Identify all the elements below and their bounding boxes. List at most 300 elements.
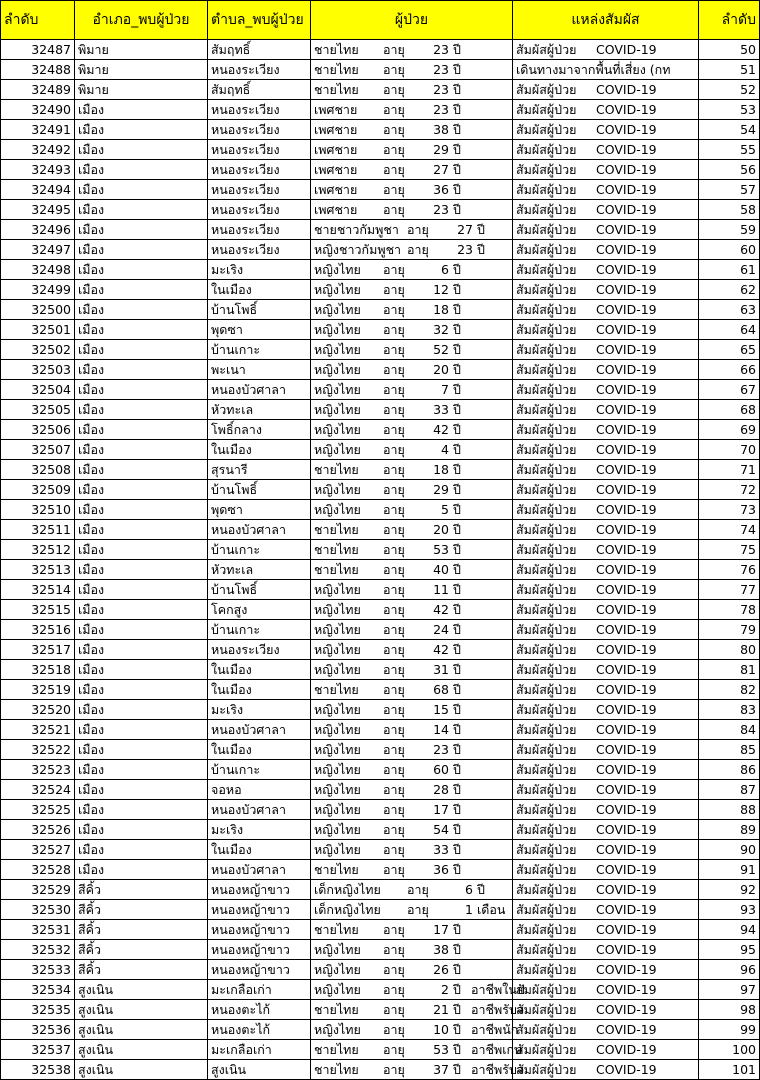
cell-patient[interactable] [311,280,513,300]
cell-patient[interactable] [311,640,513,660]
cell-id[interactable]: 32511 [1,520,75,540]
cell-district[interactable]: เมือง [75,300,208,320]
cell-id[interactable]: 32514 [1,580,75,600]
cell-district[interactable]: เมือง [75,780,208,800]
cell-seq[interactable]: 97 [699,980,760,1000]
cell-patient[interactable] [311,360,513,380]
cell-id[interactable]: 32496 [1,220,75,240]
cell-district[interactable]: พิมาย [75,60,208,80]
cell-source[interactable] [513,580,699,600]
cell-seq[interactable]: 76 [699,560,760,580]
cell-subdistrict[interactable]: หนองระเวียง [208,160,311,180]
cell-district[interactable]: เมือง [75,260,208,280]
cell-id[interactable]: 32538 [1,1060,75,1080]
cell-id[interactable]: 32533 [1,960,75,980]
cell-seq[interactable]: 79 [699,620,760,640]
cell-source[interactable] [513,500,699,520]
cell-subdistrict[interactable]: หนองระเวียง [208,200,311,220]
cell-subdistrict[interactable]: ในเมือง [208,660,311,680]
cell-patient[interactable] [311,600,513,620]
cell-subdistrict[interactable]: มะเริง [208,820,311,840]
cell-seq[interactable]: 62 [699,280,760,300]
cell-subdistrict[interactable]: หนองหญ้าขาว [208,880,311,900]
cell-seq[interactable]: 64 [699,320,760,340]
cell-patient[interactable] [311,960,513,980]
cell-id[interactable]: 32488 [1,60,75,80]
cell-district[interactable]: เมือง [75,140,208,160]
cell-subdistrict[interactable]: พุดซา [208,320,311,340]
cell-source[interactable] [513,360,699,380]
cell-patient[interactable] [311,940,513,960]
cell-source[interactable] [513,780,699,800]
cell-id[interactable]: 32509 [1,480,75,500]
cell-source[interactable] [513,880,699,900]
cell-source[interactable] [513,460,699,480]
cell-district[interactable]: สูงเนิน [75,980,208,1000]
cell-seq[interactable]: 70 [699,440,760,460]
cell-district[interactable]: เมือง [75,500,208,520]
cell-seq[interactable]: 94 [699,920,760,940]
cell-source[interactable] [513,840,699,860]
cell-district[interactable]: สีคิ้ว [75,920,208,940]
cell-id[interactable]: 32495 [1,200,75,220]
cell-district[interactable]: เมือง [75,800,208,820]
cell-district[interactable]: เมือง [75,540,208,560]
cell-district[interactable]: เมือง [75,220,208,240]
cell-district[interactable]: เมือง [75,380,208,400]
cell-district[interactable]: เมือง [75,700,208,720]
cell-subdistrict[interactable]: หัวทะเล [208,400,311,420]
cell-seq[interactable]: 63 [699,300,760,320]
cell-district[interactable]: เมือง [75,480,208,500]
cell-seq[interactable]: 67 [699,380,760,400]
cell-patient[interactable] [311,500,513,520]
cell-source[interactable] [513,220,699,240]
cell-seq[interactable]: 95 [699,940,760,960]
cell-source[interactable] [513,340,699,360]
cell-source[interactable] [513,600,699,620]
header-patient[interactable]: ผู้ป่วย [311,1,513,40]
cell-id[interactable]: 32523 [1,760,75,780]
cell-district[interactable]: สูงเนิน [75,1020,208,1040]
cell-subdistrict[interactable]: พุดซา [208,500,311,520]
cell-source[interactable] [513,180,699,200]
cell-subdistrict[interactable]: บ้านเกาะ [208,340,311,360]
cell-patient[interactable] [311,760,513,780]
cell-id[interactable]: 32535 [1,1000,75,1020]
cell-id[interactable]: 32504 [1,380,75,400]
cell-seq[interactable]: 50 [699,40,760,60]
cell-id[interactable]: 32536 [1,1020,75,1040]
cell-id[interactable]: 32503 [1,360,75,380]
cell-id[interactable]: 32531 [1,920,75,940]
cell-district[interactable]: เมือง [75,180,208,200]
cell-patient[interactable] [311,820,513,840]
cell-seq[interactable]: 87 [699,780,760,800]
cell-subdistrict[interactable]: บ้านโพธิ์ [208,480,311,500]
cell-patient[interactable] [311,460,513,480]
cell-seq[interactable]: 90 [699,840,760,860]
cell-district[interactable]: สีคิ้ว [75,960,208,980]
cell-seq[interactable]: 77 [699,580,760,600]
cell-district[interactable]: เมือง [75,720,208,740]
cell-id[interactable]: 32527 [1,840,75,860]
cell-source[interactable] [513,300,699,320]
cell-seq[interactable]: 74 [699,520,760,540]
cell-seq[interactable]: 56 [699,160,760,180]
cell-source[interactable] [513,700,699,720]
cell-id[interactable]: 32500 [1,300,75,320]
cell-source[interactable] [513,640,699,660]
cell-district[interactable]: เมือง [75,120,208,140]
cell-patient[interactable] [311,100,513,120]
cell-patient[interactable] [311,340,513,360]
cell-source[interactable] [513,260,699,280]
cell-subdistrict[interactable]: หนองหญ้าขาว [208,940,311,960]
cell-id[interactable]: 32491 [1,120,75,140]
cell-id[interactable]: 32490 [1,100,75,120]
cell-patient[interactable] [311,320,513,340]
cell-district[interactable]: เมือง [75,640,208,660]
cell-district[interactable]: พิมาย [75,40,208,60]
cell-patient[interactable] [311,420,513,440]
cell-source[interactable] [513,820,699,840]
cell-source[interactable] [513,660,699,680]
header-district[interactable]: อำเภอ_พบผู้ป่วย [75,1,208,40]
cell-patient[interactable] [311,580,513,600]
cell-source[interactable] [513,40,699,60]
cell-subdistrict[interactable]: หนองระเวียง [208,180,311,200]
cell-subdistrict[interactable]: โคกสูง [208,600,311,620]
cell-seq[interactable]: 73 [699,500,760,520]
cell-source[interactable] [513,160,699,180]
cell-id[interactable]: 32520 [1,700,75,720]
cell-subdistrict[interactable]: จอหอ [208,780,311,800]
cell-seq[interactable]: 66 [699,360,760,380]
cell-id[interactable]: 32505 [1,400,75,420]
cell-patient[interactable] [311,620,513,640]
cell-seq[interactable]: 71 [699,460,760,480]
cell-source[interactable] [513,940,699,960]
cell-seq[interactable]: 72 [699,480,760,500]
cell-id[interactable]: 32516 [1,620,75,640]
cell-source[interactable] [513,900,699,920]
cell-id[interactable]: 32501 [1,320,75,340]
cell-seq[interactable]: 100 [699,1040,760,1060]
cell-source[interactable] [513,620,699,640]
cell-source[interactable] [513,380,699,400]
cell-subdistrict[interactable]: หนองระเวียง [208,120,311,140]
cell-patient[interactable] [311,240,513,260]
cell-patient[interactable] [311,920,513,940]
cell-id[interactable]: 32534 [1,980,75,1000]
cell-district[interactable]: สีคิ้ว [75,940,208,960]
cell-district[interactable]: เมือง [75,200,208,220]
cell-id[interactable]: 32528 [1,860,75,880]
cell-district[interactable]: เมือง [75,400,208,420]
cell-seq[interactable]: 69 [699,420,760,440]
cell-id[interactable]: 32499 [1,280,75,300]
cell-subdistrict[interactable]: หนองบัวศาลา [208,380,311,400]
cell-subdistrict[interactable]: มะเกลือเก่า [208,1040,311,1060]
cell-patient[interactable] [311,180,513,200]
cell-subdistrict[interactable]: บ้านเกาะ [208,620,311,640]
cell-source[interactable] [513,140,699,160]
cell-seq[interactable]: 55 [699,140,760,160]
cell-subdistrict[interactable]: หนองระเวียง [208,220,311,240]
cell-patient[interactable] [311,1000,525,1020]
cell-source[interactable] [513,200,699,220]
cell-district[interactable]: เมือง [75,340,208,360]
cell-seq[interactable]: 65 [699,340,760,360]
cell-seq[interactable]: 88 [699,800,760,820]
cell-seq[interactable]: 96 [699,960,760,980]
cell-source[interactable] [513,440,699,460]
cell-seq[interactable]: 53 [699,100,760,120]
cell-subdistrict[interactable]: สัมฤทธิ์ [208,40,311,60]
cell-seq[interactable]: 61 [699,260,760,280]
header-source[interactable]: แหล่งสัมผัส [513,1,699,40]
cell-district[interactable]: เมือง [75,620,208,640]
cell-id[interactable]: 32506 [1,420,75,440]
cell-district[interactable]: เมือง [75,320,208,340]
cell-district[interactable]: สีคิ้ว [75,900,208,920]
cell-district[interactable]: เมือง [75,740,208,760]
cell-seq[interactable]: 54 [699,120,760,140]
cell-patient[interactable] [311,300,513,320]
cell-source[interactable] [513,520,699,540]
cell-id[interactable]: 32518 [1,660,75,680]
cell-source[interactable] [513,980,699,1000]
cell-subdistrict[interactable]: พะเนา [208,360,311,380]
cell-id[interactable]: 32517 [1,640,75,660]
cell-source[interactable] [513,100,699,120]
cell-patient[interactable] [311,1060,525,1080]
cell-subdistrict[interactable]: หนองบัวศาลา [208,520,311,540]
cell-seq[interactable]: 92 [699,880,760,900]
cell-patient[interactable] [311,880,513,900]
cell-district[interactable]: เมือง [75,280,208,300]
cell-district[interactable]: สูงเนิน [75,1040,208,1060]
cell-subdistrict[interactable]: สุรนารี [208,460,311,480]
cell-district[interactable]: เมือง [75,420,208,440]
cell-patient[interactable] [311,140,513,160]
cell-patient[interactable] [311,60,513,80]
cell-id[interactable]: 32524 [1,780,75,800]
cell-patient[interactable] [311,260,513,280]
cell-source[interactable] [513,320,699,340]
cell-patient[interactable] [311,780,513,800]
cell-patient[interactable] [311,800,513,820]
cell-source[interactable] [513,1060,699,1080]
cell-patient[interactable] [311,380,513,400]
cell-patient[interactable] [311,720,513,740]
cell-seq[interactable]: 98 [699,1000,760,1020]
cell-id[interactable]: 32522 [1,740,75,760]
cell-id[interactable]: 32507 [1,440,75,460]
cell-source[interactable] [513,240,699,260]
cell-seq[interactable]: 68 [699,400,760,420]
cell-id[interactable]: 32519 [1,680,75,700]
cell-patient[interactable] [311,660,513,680]
cell-district[interactable]: เมือง [75,520,208,540]
cell-patient[interactable] [311,120,513,140]
cell-patient[interactable] [311,520,513,540]
cell-subdistrict[interactable]: หนองตะไก้ [208,1020,311,1040]
cell-source[interactable] [513,860,699,880]
cell-source[interactable] [513,920,699,940]
cell-district[interactable]: เมือง [75,240,208,260]
cell-subdistrict[interactable]: บ้านเกาะ [208,760,311,780]
cell-district[interactable]: สูงเนิน [75,1060,208,1080]
cell-seq[interactable]: 89 [699,820,760,840]
cell-seq[interactable]: 57 [699,180,760,200]
cell-patient[interactable] [311,400,513,420]
cell-patient[interactable] [311,840,513,860]
cell-seq[interactable]: 86 [699,760,760,780]
cell-patient[interactable] [311,80,513,100]
cell-subdistrict[interactable]: หนองระเวียง [208,100,311,120]
cell-id[interactable]: 32513 [1,560,75,580]
cell-id[interactable]: 32502 [1,340,75,360]
cell-patient[interactable] [311,700,513,720]
cell-id[interactable]: 32525 [1,800,75,820]
cell-subdistrict[interactable]: หนองหญ้าขาว [208,960,311,980]
cell-subdistrict[interactable]: หนองระเวียง [208,240,311,260]
cell-patient[interactable] [311,860,513,880]
cell-seq[interactable]: 82 [699,680,760,700]
cell-patient[interactable] [311,1020,519,1040]
cell-subdistrict[interactable]: หนองหญ้าขาว [208,920,311,940]
cell-patient[interactable] [311,480,513,500]
cell-source[interactable] [513,760,699,780]
cell-subdistrict[interactable]: หนองหญ้าขาว [208,900,311,920]
cell-subdistrict[interactable]: ในเมือง [208,440,311,460]
cell-district[interactable]: เมือง [75,460,208,480]
cell-seq[interactable]: 52 [699,80,760,100]
cell-source[interactable] [513,960,699,980]
cell-district[interactable]: เมือง [75,600,208,620]
cell-id[interactable]: 32508 [1,460,75,480]
cell-id[interactable]: 32529 [1,880,75,900]
cell-id[interactable]: 32487 [1,40,75,60]
cell-subdistrict[interactable]: สัมฤทธิ์ [208,80,311,100]
cell-patient[interactable] [311,560,513,580]
cell-subdistrict[interactable]: หนองระเวียง [208,640,311,660]
cell-subdistrict[interactable]: หนองบัวศาลา [208,800,311,820]
cell-seq[interactable]: 81 [699,660,760,680]
cell-id[interactable]: 32512 [1,540,75,560]
cell-patient[interactable] [311,200,513,220]
cell-id[interactable]: 32521 [1,720,75,740]
cell-source[interactable] [513,280,699,300]
cell-district[interactable]: เมือง [75,840,208,860]
cell-district[interactable]: พิมาย [75,80,208,100]
cell-seq[interactable]: 59 [699,220,760,240]
cell-source[interactable] [513,80,699,100]
cell-subdistrict[interactable]: มะเกลือเก่า [208,980,311,1000]
cell-source[interactable] [513,720,699,740]
cell-id[interactable]: 32515 [1,600,75,620]
cell-district[interactable]: สูงเนิน [75,1000,208,1020]
cell-source[interactable] [513,800,699,820]
cell-source[interactable] [513,60,699,80]
cell-district[interactable]: เมือง [75,560,208,580]
cell-subdistrict[interactable]: โพธิ์กลาง [208,420,311,440]
cell-subdistrict[interactable]: หนองระเวียง [208,60,311,80]
cell-seq[interactable]: 78 [699,600,760,620]
cell-patient[interactable] [311,900,513,920]
cell-patient[interactable] [311,440,513,460]
cell-subdistrict[interactable]: บ้านเกาะ [208,540,311,560]
cell-patient[interactable] [311,1040,523,1060]
cell-source[interactable] [513,120,699,140]
cell-subdistrict[interactable]: บ้านโพธิ์ [208,580,311,600]
cell-source[interactable] [513,540,699,560]
cell-patient[interactable] [311,540,513,560]
cell-patient[interactable] [311,160,513,180]
cell-seq[interactable]: 75 [699,540,760,560]
cell-subdistrict[interactable]: บ้านโพธิ์ [208,300,311,320]
cell-source[interactable] [513,1040,699,1060]
cell-subdistrict[interactable]: หัวทะเล [208,560,311,580]
cell-seq[interactable]: 51 [699,60,760,80]
cell-source[interactable] [513,400,699,420]
cell-seq[interactable]: 83 [699,700,760,720]
cell-seq[interactable]: 58 [699,200,760,220]
cell-source[interactable] [513,1000,699,1020]
cell-seq[interactable]: 84 [699,720,760,740]
cell-id[interactable]: 32532 [1,940,75,960]
cell-id[interactable]: 32498 [1,260,75,280]
header-seq[interactable]: ลำดับ [699,1,760,40]
cell-id[interactable]: 32537 [1,1040,75,1060]
cell-district[interactable]: เมือง [75,820,208,840]
cell-subdistrict[interactable]: หนองระเวียง [208,140,311,160]
cell-seq[interactable]: 91 [699,860,760,880]
cell-district[interactable]: เมือง [75,860,208,880]
cell-subdistrict[interactable]: หนองบัวศาลา [208,720,311,740]
cell-id[interactable]: 32526 [1,820,75,840]
cell-patient[interactable] [311,740,513,760]
cell-id[interactable]: 32530 [1,900,75,920]
cell-source[interactable] [513,1020,699,1040]
cell-seq[interactable]: 93 [699,900,760,920]
cell-id[interactable]: 32489 [1,80,75,100]
cell-district[interactable]: เมือง [75,160,208,180]
cell-id[interactable]: 32497 [1,240,75,260]
cell-subdistrict[interactable]: ในเมือง [208,840,311,860]
cell-patient[interactable] [311,980,525,1000]
cell-id[interactable]: 32493 [1,160,75,180]
cell-district[interactable]: เมือง [75,440,208,460]
cell-source[interactable] [513,420,699,440]
cell-district[interactable]: เมือง [75,580,208,600]
cell-seq[interactable]: 60 [699,240,760,260]
cell-district[interactable]: เมือง [75,660,208,680]
cell-seq[interactable]: 101 [699,1060,760,1080]
cell-district[interactable]: เมือง [75,760,208,780]
cell-seq[interactable]: 85 [699,740,760,760]
header-subdistrict[interactable]: ตำบล_พบผู้ป่วย [208,1,311,40]
cell-subdistrict[interactable]: มะเริง [208,260,311,280]
cell-source[interactable] [513,680,699,700]
header-id[interactable]: ลำดับ [1,1,75,40]
cell-seq[interactable]: 80 [699,640,760,660]
cell-subdistrict[interactable]: หนองบัวศาลา [208,860,311,880]
cell-id[interactable]: 32492 [1,140,75,160]
cell-district[interactable]: เมือง [75,680,208,700]
